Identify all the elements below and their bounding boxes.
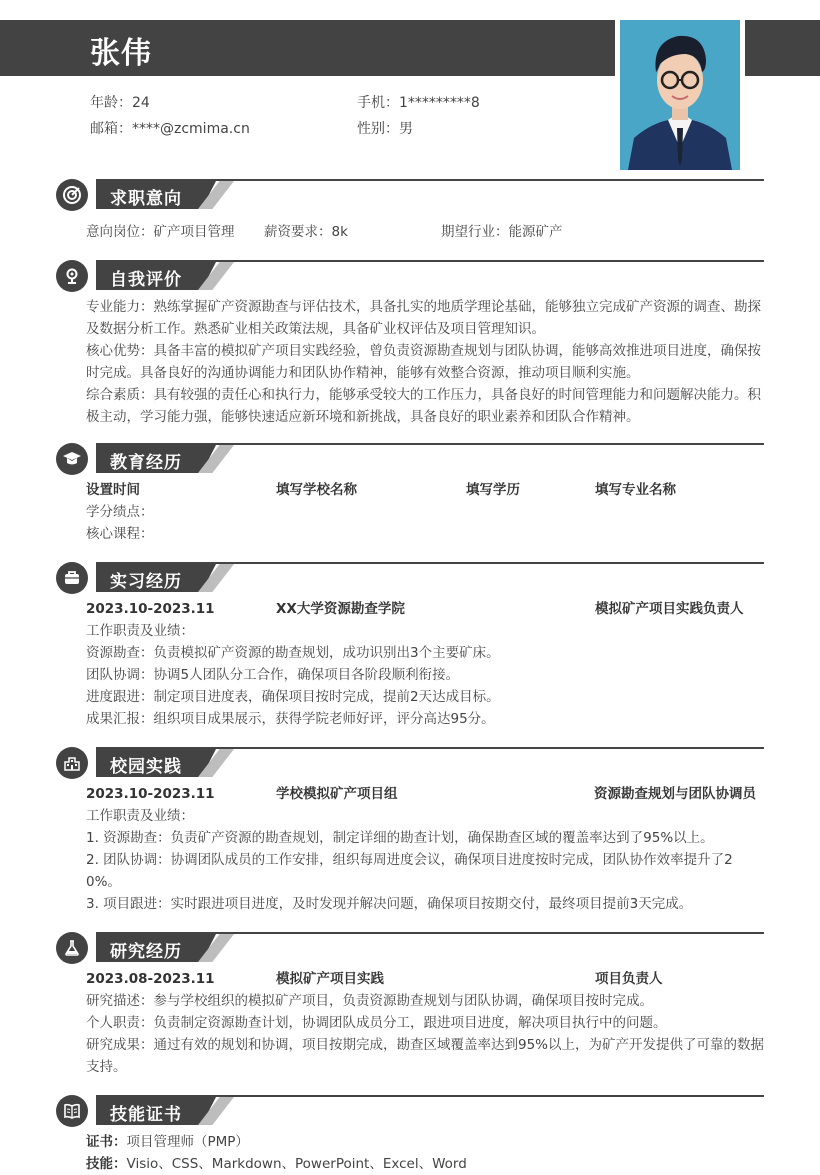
section-research [56, 932, 764, 1078]
campus-line: 工作职责及业绩： [86, 808, 194, 824]
edu-major: 填写专业名称 [595, 482, 676, 498]
building-icon [56, 747, 88, 779]
phone-field: 手机：1*********8 [357, 95, 480, 111]
candidate-name: 张伟 [90, 36, 152, 71]
edu-school: 填写学校名称 [276, 482, 357, 498]
section-internship [56, 562, 764, 730]
intern-time: 2023.10-2023.11 [86, 601, 215, 617]
divider [96, 179, 764, 181]
research-line: 个人职责：负责制定资源勘查计划，协调团队成员分工，跟进项目进度，解决项目执行中的问题。 [86, 1015, 667, 1031]
section-title: 自我评价 [110, 270, 182, 290]
section-title: 技能证书 [110, 1105, 182, 1125]
section-title: 实习经历 [110, 572, 182, 592]
flask-icon [56, 932, 88, 964]
section-header [56, 260, 764, 292]
research-org: 模拟矿产项目实践 [276, 971, 384, 987]
edu-courses: 核心课程： [86, 526, 154, 542]
edu-time: 设置时间 [86, 482, 140, 498]
section-title: 教育经历 [110, 453, 182, 473]
intern-org: XX大学资源勘查学院 [276, 601, 405, 617]
intern-line: 工作职责及业绩： [86, 623, 194, 639]
section-self-evaluation [56, 260, 764, 428]
research-time: 2023.08-2023.11 [86, 971, 215, 987]
campus-time: 2023.10-2023.11 [86, 786, 215, 802]
gender-field: 性别：男 [357, 121, 413, 137]
section-title: 求职意向 [110, 189, 182, 209]
intent-position: 意向岗位：矿产项目管理 [86, 224, 235, 240]
age-field: 年龄：24 [90, 95, 150, 111]
section-header [56, 443, 764, 475]
campus-line: 3. 项目跟进：实时跟进项目进度，及时发现并解决问题，确保项目按期交付，最终项目提前3天完成。 [86, 896, 693, 912]
campus-line: 2. 团队协调：协调团队成员的工作安排，组织每周进度会议，确保项目进度按时完成，团队协作效率提升了20%。 [86, 852, 733, 890]
section-education [56, 443, 764, 545]
campus-line: 1. 资源勘查：负责矿产资源的勘查规划，制定详细的勘查计划，确保勘查区域的覆盖率达到了95%以上。 [86, 830, 714, 846]
intent-industry: 期望行业：能源矿产 [441, 224, 563, 240]
section-header [56, 179, 764, 211]
book-icon [56, 1095, 88, 1127]
email-field: 邮箱：****@zcmima.cn [90, 121, 250, 137]
flower-icon [56, 260, 88, 292]
section-campus-practice [56, 747, 764, 915]
edu-gpa: 学分绩点： [86, 504, 154, 520]
edu-degree: 填写学历 [466, 482, 520, 498]
eval-paragraph: 核心优势：具备丰富的模拟矿产项目实践经验，曾负责资源勘查规划与团队协调，能够高效推进项目进度，确保按时完成。具备良好的沟通协调能力和团队协作精神，能够有效整合资源，推动项目顺利实施。 [86, 343, 761, 381]
intern-line: 成果汇报：组织项目成果展示，获得学院老师好评，评分高达95分。 [86, 711, 495, 727]
campus-org: 学校模拟矿产项目组 [276, 786, 398, 802]
section-skills [56, 1095, 764, 1175]
intern-line: 进度跟进：制定项目进度表，确保项目按时完成，提前2天达成目标。 [86, 689, 500, 705]
eval-paragraph: 综合素质：具有较强的责任心和执行力，能够承受较大的工作压力，具备良好的时间管理能力和问题解决能力。积极主动，学习能力强，能够快速适应新环境和新挑战，具备良好的职业素养和团队合作精神。 [86, 387, 761, 425]
section-header [56, 932, 764, 964]
eval-paragraph: 专业能力：熟练掌握矿产资源勘查与评估技术，具备扎实的地质学理论基础，能够独立完成矿产资源的调查、勘探及数据分析工作。熟悉矿业相关政策法规，具备矿业权评估及项目管理知识。 [86, 299, 761, 337]
cert-line: 证书：项目管理师（PMP） [86, 1134, 249, 1150]
graduation-cap-icon [56, 443, 88, 475]
section-header [56, 1095, 764, 1127]
research-line: 研究成果：通过有效的规划和协调，项目按期完成，勘查区域覆盖率达到95%以上，为矿产开发提供了可靠的数据支持。 [86, 1037, 765, 1075]
section-title: 校园实践 [110, 757, 182, 777]
header-bar-right [745, 20, 820, 76]
section-header [56, 562, 764, 594]
target-icon [56, 179, 88, 211]
intern-line: 团队协调：协调5人团队分工合作，确保项目各阶段顺利衔接。 [86, 667, 460, 683]
section-header [56, 747, 764, 779]
research-line: 研究描述：参与学校组织的模拟矿产项目，负责资源勘查规划与团队协调，确保项目按时完成。 [86, 993, 653, 1009]
campus-role: 资源勘查规划与团队协调员 [594, 786, 756, 802]
section-job-intent [56, 179, 764, 243]
intent-salary: 薪资要求：8k [264, 224, 348, 240]
portrait-icon [620, 20, 740, 170]
intern-line: 资源勘查：负责模拟矿产资源的勘查规划，成功识别出3个主要矿床。 [86, 645, 500, 661]
research-role: 项目负责人 [595, 971, 663, 987]
profile-photo [620, 20, 740, 170]
skill-line: 技能：Visio、CSS、Markdown、PowerPoint、Excel、Word [86, 1156, 467, 1172]
intern-role: 模拟矿产项目实践负责人 [595, 601, 744, 617]
section-title: 研究经历 [110, 942, 182, 962]
briefcase-icon [56, 562, 88, 594]
